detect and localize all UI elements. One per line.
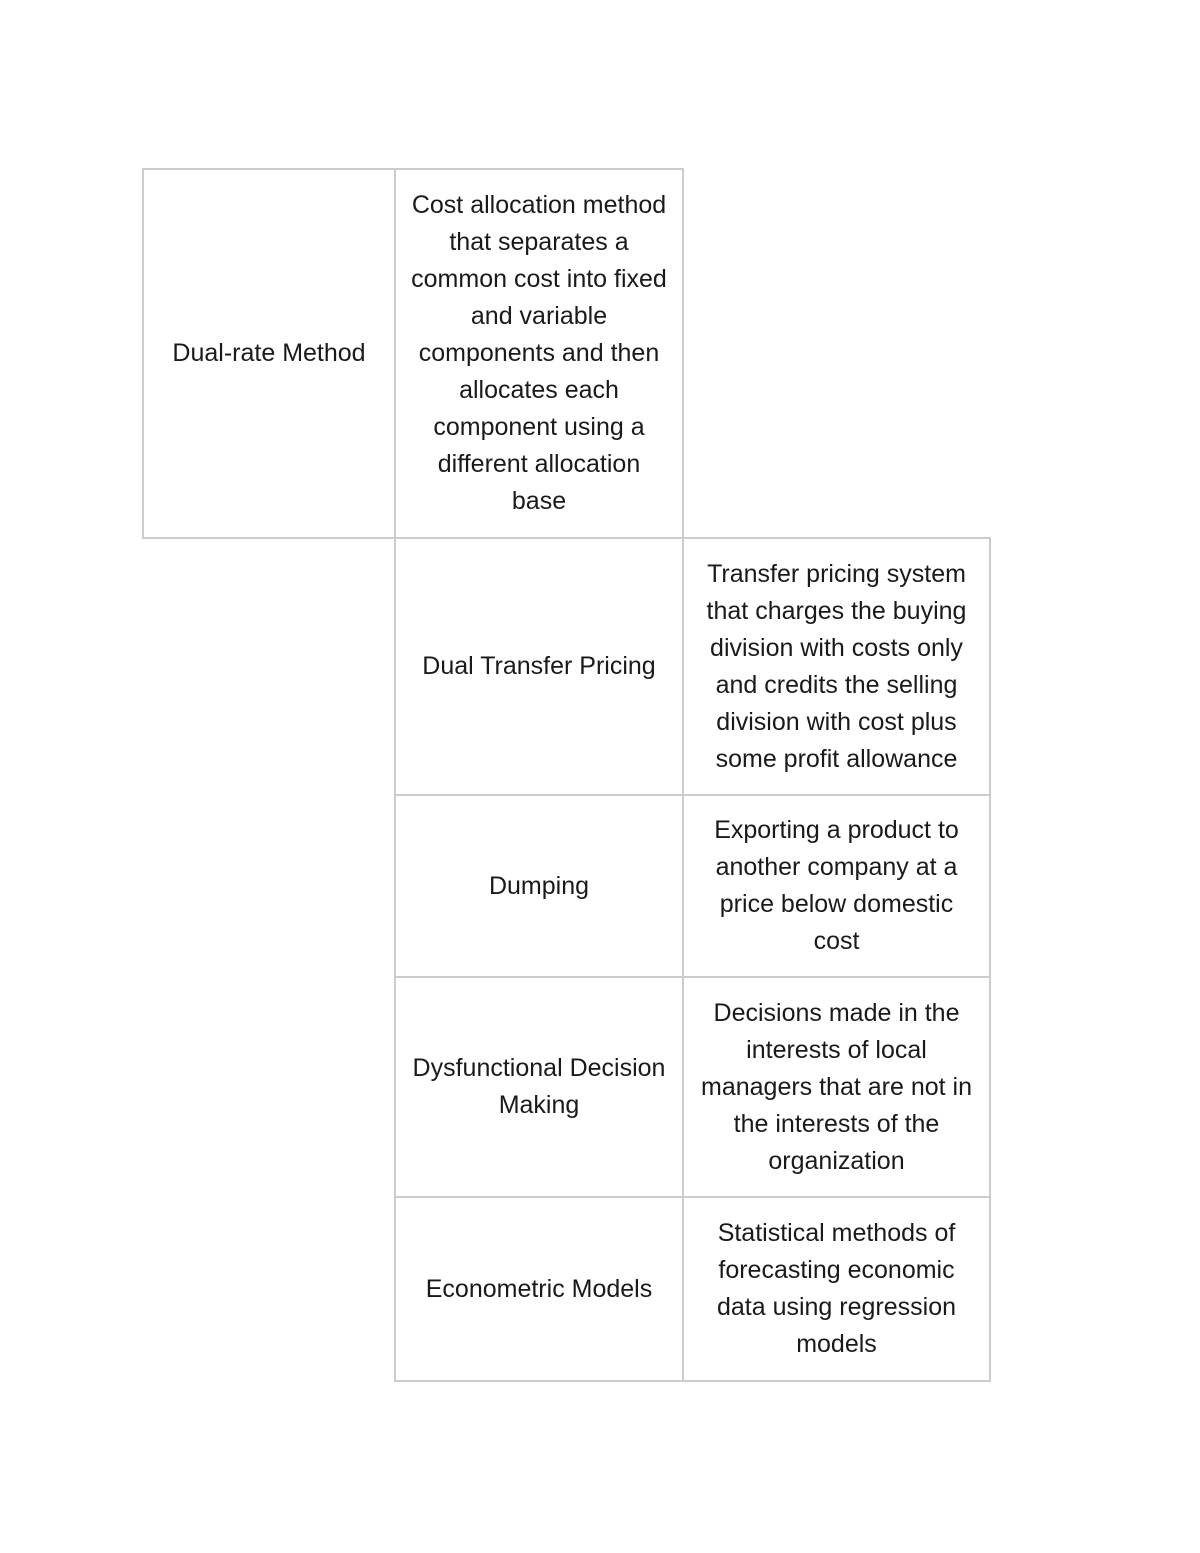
definition-text: Decisions made in the interests of local managers that are not in the interests of the organization: [701, 998, 972, 1175]
term-text: Dumping: [488, 871, 590, 900]
definition-text: Transfer pricing system that charges the buying division with costs only and credits the selling division with cost plus some profit allowance: [706, 559, 967, 773]
definition-cell: [682, 976, 991, 1198]
term-cell: [394, 1196, 684, 1382]
definition-cell: [682, 794, 991, 978]
term-cell: [394, 794, 684, 978]
term-cell: [142, 168, 396, 539]
term-text: Dual-rate Method: [172, 339, 366, 367]
definition-cell: [394, 168, 684, 539]
definition-cell: [682, 537, 991, 796]
definition-text: Statistical methods of forecasting economic data using regression models: [716, 1219, 957, 1358]
term-text: Dysfunctional Decision Making: [412, 1054, 666, 1119]
definition-text: Exporting a product to another company at a price below domestic cost: [714, 816, 959, 955]
definition-cell: [682, 1196, 991, 1382]
term-cell: [394, 537, 684, 796]
term-text: Econometric Models: [425, 1274, 653, 1303]
term-cell: [394, 976, 684, 1198]
definition-text: Cost allocation method that separates a common cost into fixed and variable components and then allocates each component using a different allocation base: [411, 191, 667, 515]
term-text: Dual Transfer Pricing: [422, 652, 656, 680]
